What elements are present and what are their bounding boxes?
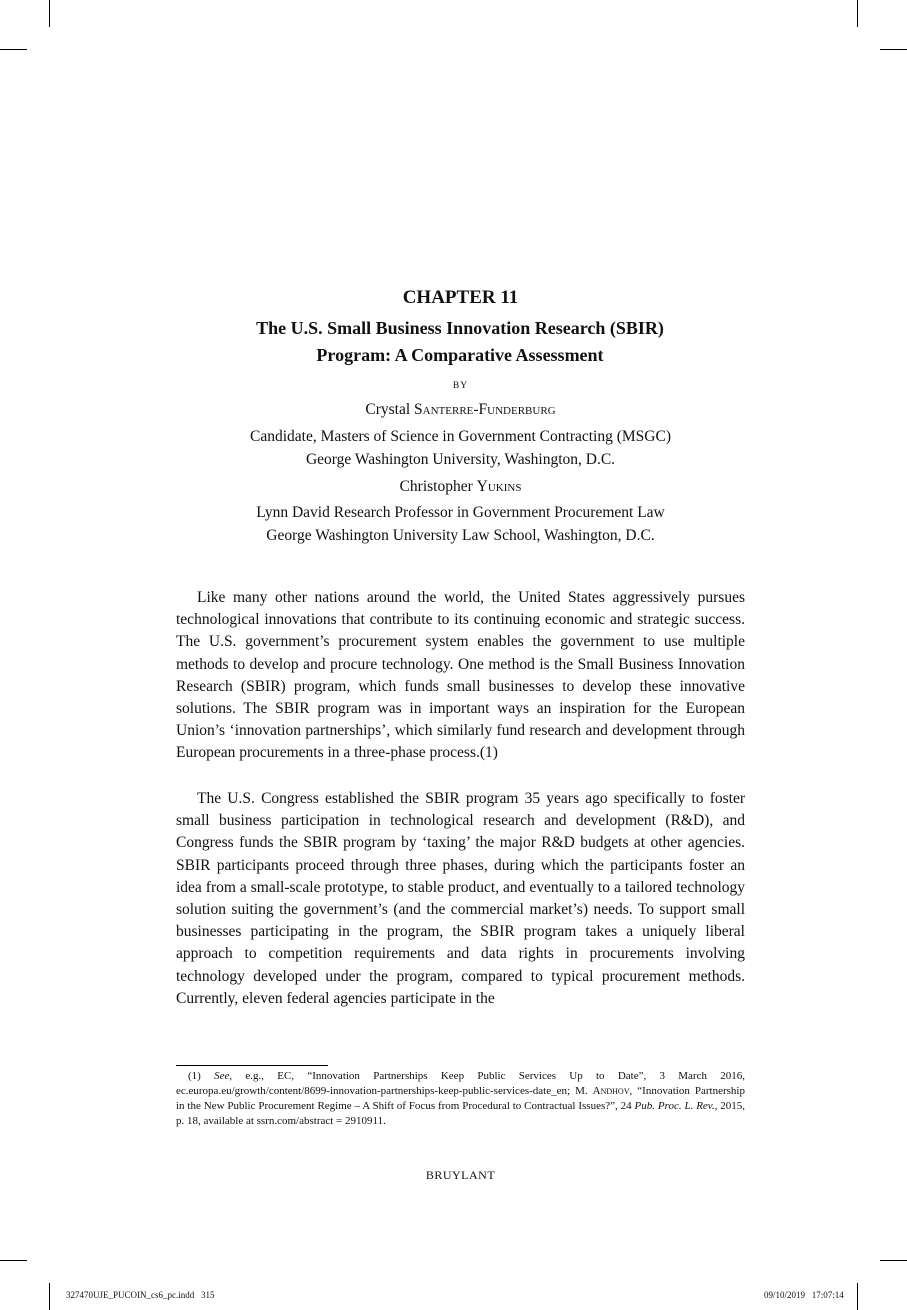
footnote-text: , 2015, p. 18, available at ssrn.com/abstract = 2910911. <box>176 1100 745 1127</box>
author-surname: Santerre-Funderburg <box>414 401 556 418</box>
chapter-label: CHAPTER 11 <box>402 287 519 308</box>
footnote-journal: Pub. Proc. L. Rev. <box>634 1100 715 1112</box>
author-name <box>176 398 745 421</box>
footnote <box>176 1069 745 1129</box>
footnote-number: (1) <box>188 1070 215 1082</box>
paragraph: Like many other nations around the world, the United States aggressively pursues technological innovations that contribute to its continuing economic and strategic success. The U.S. government’s procurement system enables the government to use multiple methods to develop and procure technology. One method is the Small Business Innovation Research (SBIR) program, which funds small businesses to develop these innovative solutions. The SBIR program was in important ways an inspiration for the European Union’s ‘innovation partnerships’, which similarly fund research and development through European procurements in a three-phase process.(1) <box>176 589 745 762</box>
crop-mark <box>49 1283 50 1310</box>
crop-mark <box>49 0 50 27</box>
crop-mark <box>857 0 858 27</box>
body-text <box>176 587 745 765</box>
affiliation-line: Candidate, Masters of Science in Government Contracting (MSGC) <box>250 428 671 445</box>
footnote-author: Andhov <box>592 1085 630 1097</box>
footnote-text: , “Innovation Partnership in the New Public Procurement Regime – A Shift of Focus from Procedural to Contractual Issues?”, 24 <box>176 1085 745 1112</box>
footnote-see: See <box>214 1070 230 1082</box>
footnote-text: , e.g., EC, “Innovation Partnerships Keep Public Services Up to Date”, 3 March 2016, ec.europa.eu/growth/content/8699-innovation-partnerships-keep-public-services-date_en; M. <box>176 1070 745 1097</box>
footnote-rule <box>176 1065 328 1066</box>
affiliation-line: George Washington University, Washington, D.C. <box>305 451 616 468</box>
author-name <box>176 475 745 498</box>
crop-mark <box>880 49 907 50</box>
author-given-name: Crystal <box>365 401 415 418</box>
chapter-title-line: Program: A Comparative Assessment <box>316 345 604 365</box>
author-affiliation <box>176 501 745 547</box>
chapter-title-line: The U.S. Small Business Innovation Research (SBIR) <box>256 318 664 338</box>
crop-mark <box>857 1283 858 1310</box>
author-surname: Yukins <box>476 478 522 495</box>
author-affiliation <box>176 425 745 471</box>
chapter-title <box>150 315 770 369</box>
paragraph: The U.S. Congress established the SBIR program 35 years ago specifically to foster small business participation in technological research and development (R&D), and Congress funds the SBIR program by ‘taxing’ the major R&D budgets at other agencies. SBIR participants proceed through three phases, during which the participants foster an idea from a small-scale prototype, to stable product, and eventually to a tailored technology solution suiting the government’s (and the commercial market’s) needs. To support small businesses participating in the program, the SBIR program takes a uniquely liberal approach to competition requirements and data rights in procurements involving technology developed under the program, compared to typical procurement methods. Currently, eleven federal agencies participate in the <box>176 790 745 1007</box>
author-given-name: Christopher <box>399 478 477 495</box>
byline: BY <box>452 381 469 391</box>
affiliation-line: Lynn David Research Professor in Government Procurement Law <box>256 504 665 521</box>
print-slug-file: 327470UJE_PUCOIN_cs6_pc.indd 315 <box>66 1290 215 1300</box>
print-slug-timestamp: 09/10/2019 17:07:14 <box>764 1290 844 1300</box>
crop-mark <box>0 49 27 50</box>
crop-mark <box>880 1260 907 1261</box>
crop-mark <box>0 1260 27 1261</box>
publisher-name: BRUYLANT <box>425 1168 496 1182</box>
body-text <box>176 788 745 1010</box>
affiliation-line: George Washington University Law School, Washington, D.C. <box>266 527 655 544</box>
